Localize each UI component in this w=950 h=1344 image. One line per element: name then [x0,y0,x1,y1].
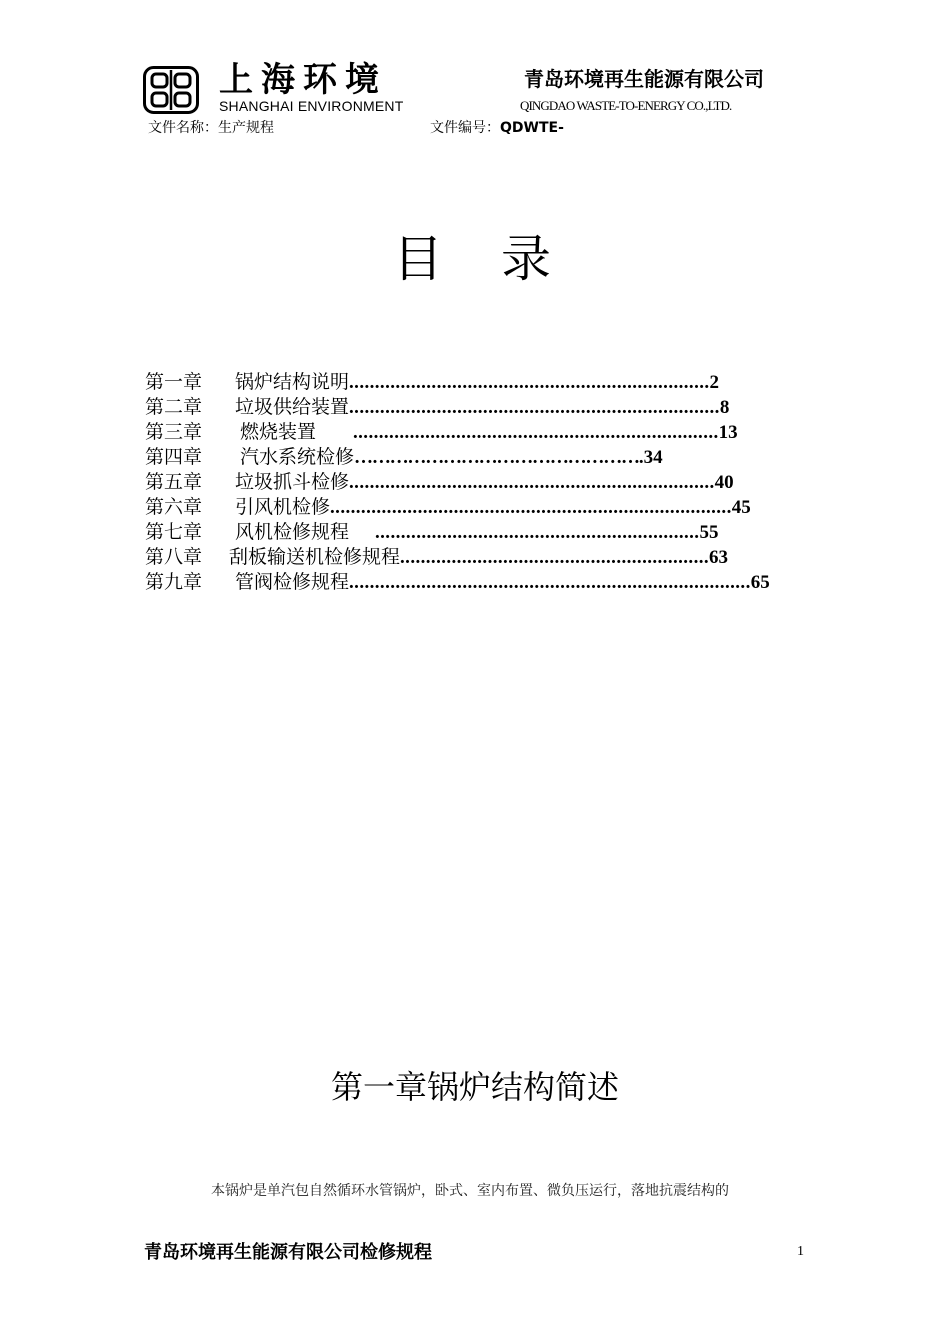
file-number-value: QDWTE- [500,120,564,136]
toc-page: 40 [714,472,734,493]
toc-leader: ............................................................... [375,522,700,543]
toc-leader: ………………………………………… [354,447,639,468]
toc-chapter: 第七章 [145,521,203,543]
company-name-chinese: 青岛环境再生能源有限公司 [524,67,764,91]
file-number [430,119,564,137]
toc-chapter: 第五章 [145,471,203,493]
toc-leader: .............................................................................. [330,497,732,518]
toc-name: 刮板输送机检修规程 [229,546,401,568]
toc-page: 65 [750,572,770,593]
toc-title: 目录 [393,230,609,288]
toc-leader: ....................................................................... [353,422,719,443]
toc-name: 风机检修规程 [235,521,350,543]
toc-leader: .............................................................................. [349,572,751,593]
toc-page: 13 [718,422,738,443]
toc-leader: ........................................................................ [349,397,720,418]
toc-entry[interactable] [145,495,845,520]
toc-entry[interactable] [145,545,845,570]
toc-name: 引风机检修 [235,496,331,518]
logo-chinese-wordmark: 上海环境 [219,60,387,100]
toc-page: .34 [638,447,663,468]
toc-page: 2 [709,372,720,393]
body-paragraph: 本锅炉是单汽包自然循环水管锅炉，卧式、室内布置、微负压运行，落地抗震结构的 [211,1183,729,1199]
toc-chapter: 第四章 [145,446,203,468]
toc-page: 8 [719,397,730,418]
toc-entry[interactable] [145,470,845,495]
file-name: 文件名称：生产规程 [148,120,274,136]
footer-title: 青岛环境再生能源有限公司检修规程 [144,1242,432,1263]
toc-leader: ...................................................................... [349,372,710,393]
toc-entry[interactable] [145,370,845,395]
toc-chapter: 第六章 [145,496,203,518]
shanghai-environment-logo-icon [143,66,199,114]
toc-entry[interactable] [145,445,845,470]
toc-leader: ............................................................ [400,547,710,568]
toc-chapter: 第二章 [145,396,203,418]
file-number-label: 文件编号： [430,120,500,136]
table-of-contents [145,370,845,595]
company-name-english: QINGDAO WASTE-TO-ENERGY CO.,LTD. [520,98,732,113]
toc-name: 垃圾抓斗检修 [235,471,350,493]
toc-name: 燃烧装置 [240,421,317,443]
toc-name: 管阀检修规程 [235,571,350,593]
toc-chapter: 第八章 [145,546,203,568]
chapter-heading: 第一章锅炉结构简述 [330,1068,619,1106]
toc-page: 55 [699,522,719,543]
toc-chapter: 第九章 [145,571,203,593]
toc-chapter: 第一章 [145,371,203,393]
toc-chapter: 第三章 [145,421,203,443]
toc-entry[interactable] [145,420,845,445]
toc-name: 汽水系统检修 [240,446,355,468]
page-number: 1 [797,1244,804,1259]
logo-english-wordmark: SHANGHAI ENVIRONMENT [219,98,404,114]
toc-leader: ....................................................................... [349,472,715,493]
toc-entry[interactable] [145,570,845,595]
toc-page: 63 [709,547,729,568]
toc-name: 锅炉结构说明 [235,371,350,393]
toc-page: 45 [731,497,751,518]
toc-name: 垃圾供给装置 [235,396,350,418]
toc-entry[interactable] [145,520,845,545]
toc-entry[interactable] [145,395,845,420]
